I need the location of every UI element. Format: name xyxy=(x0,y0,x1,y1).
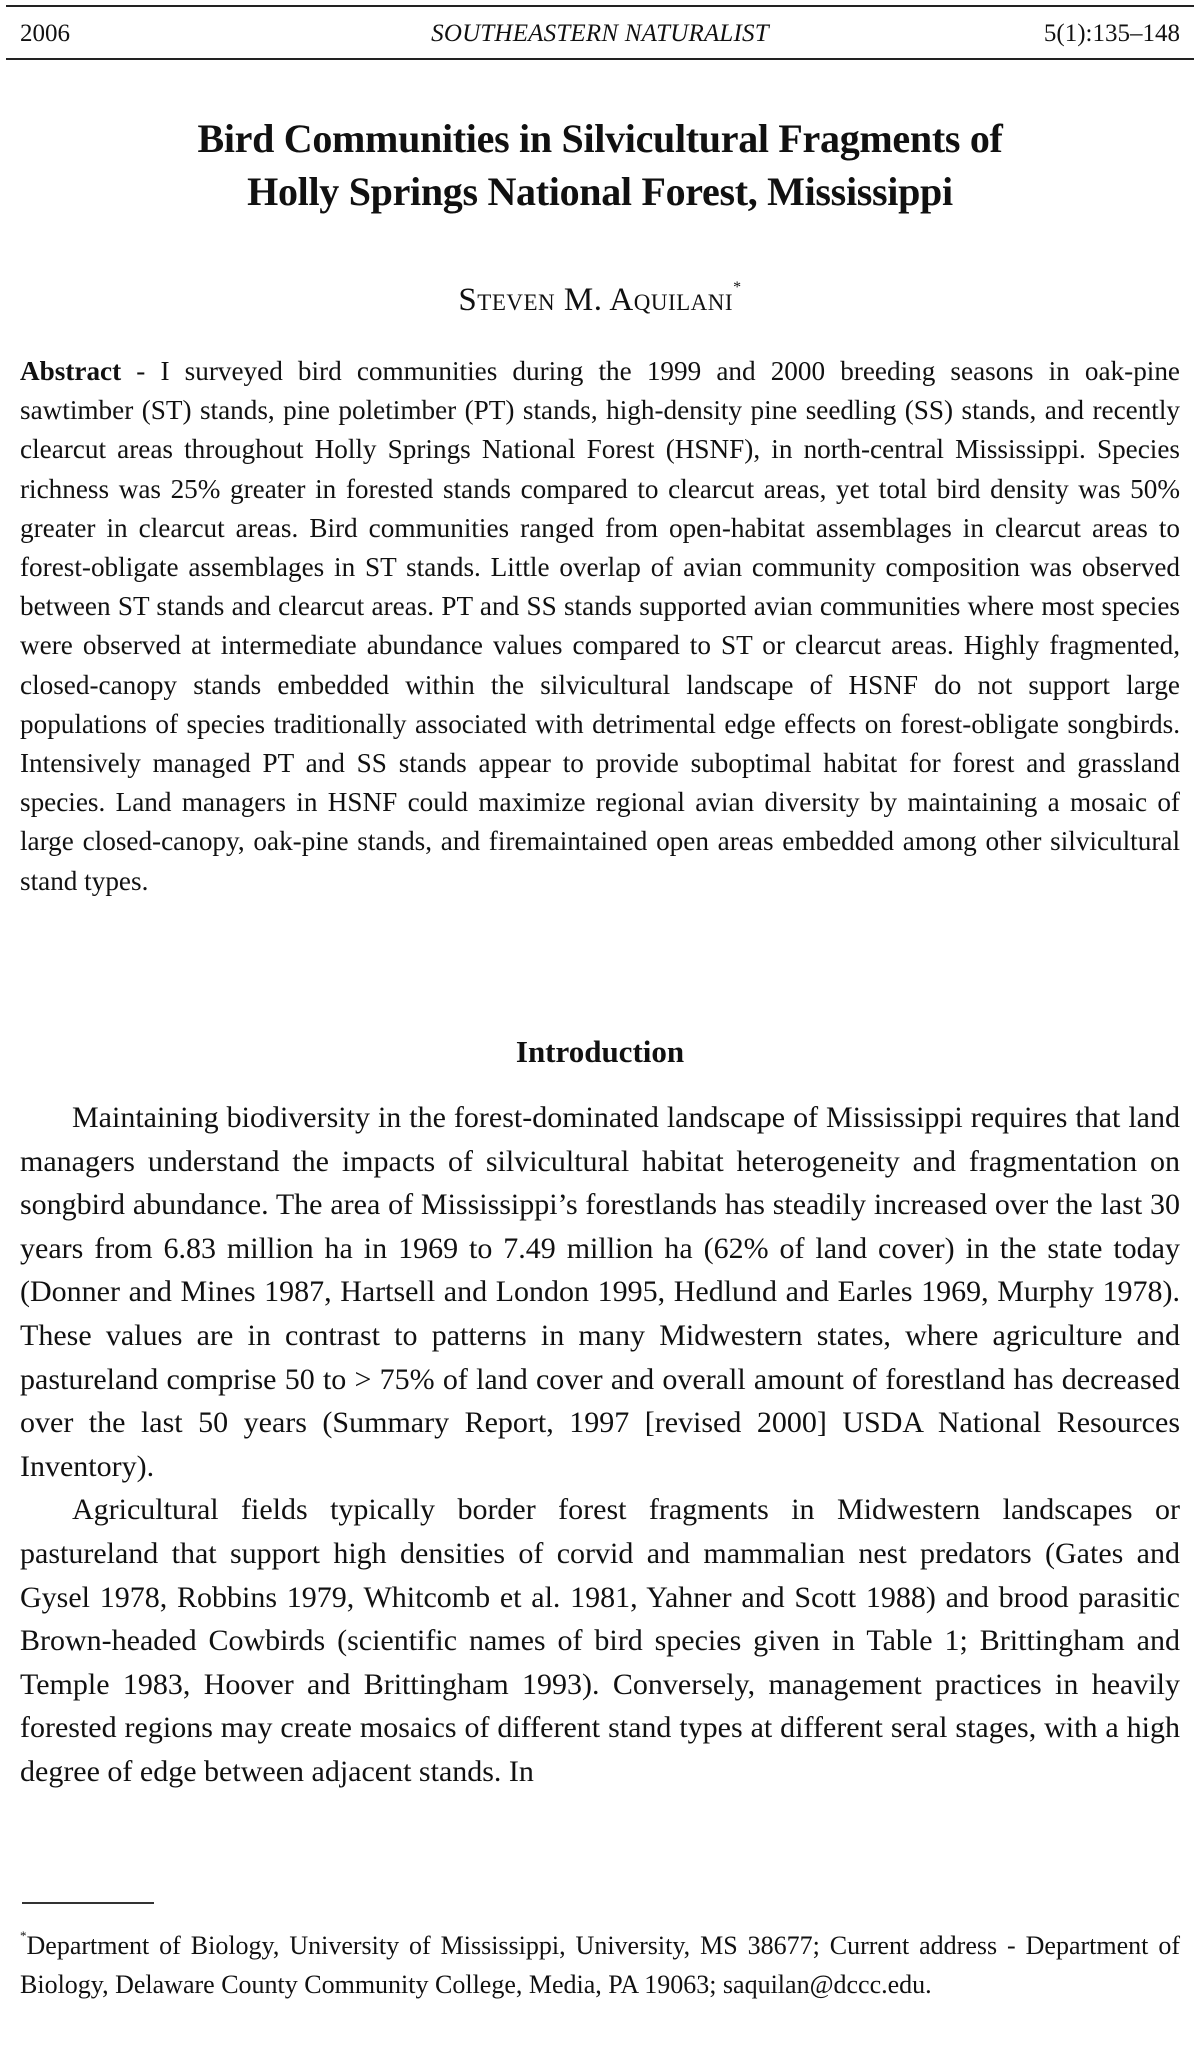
abstract-label: Abstract xyxy=(20,356,122,386)
article-title xyxy=(20,112,1180,218)
author-name: Steven M. Aquilani xyxy=(458,282,734,318)
abstract-text: - I surveyed bird communities during the 1999 and 2000 breeding seasons in oak-pine sawtimber (ST) stands, pine poletimber (PT) stands, high-density pine seedling (SS) stands, and recently clearcut areas throughout Holly Springs National Forest (HSNF), in north-central Mississippi. Species richness was 25% greater in forested stands compared to clearcut areas, yet total bird density was 50% greater in clearcut areas. Bird communities ranged from open-habitat assemblages in clearcut areas to forest-obligate assemblages in ST stands. Little overlap of avian community composition was observed between ST stands and clearcut areas. PT and SS stands supported avian communities where most species were observed at intermediate abundance values compared to ST or clearcut areas. Highly fragmented, closed-canopy stands embedded within the silvicultural landscape of HSNF do not support large populations of species traditionally associated with detrimental edge effects on forest-obligate songbirds. Intensively managed PT and SS stands appear to provide suboptimal habitat for forest and grassland species. Land managers in HSNF could maximize regional avian diversity by maintaining a mosaic of large closed-canopy, oak-pine stands, and firemaintained open areas embedded among other silvicultural stand types. xyxy=(20,356,1180,896)
introduction-body xyxy=(20,1096,1180,1794)
footnote-mark: * xyxy=(20,1928,27,1943)
abstract xyxy=(20,352,1180,901)
running-head xyxy=(20,14,1180,54)
introduction-paragraph-1: Maintaining biodiversity in the forest-dominated landscape of Mississippi requires that land managers understand the impacts of silvicultural habitat heterogeneity and fragmentation on songbird abundance. The area of Mississippi’s forestlands has steadily increased over the last 30 years from 6.83 million ha in 1969 to 7.49 million ha (62% of land cover) in the state today (Donner and Mines 1987, Hartsell and London 1995, Hedlund and Earles 1969, Murphy 1978). These values are in contrast to patterns in many Midwestern states, where agriculture and pastureland comprise 50 to > 75% of land cover and overall amount of forestland has decreased over the last 50 years (Summary Report, 1997 [revised 2000] USDA National Resources Inventory). xyxy=(20,1101,1180,1483)
running-head-year: 2006 xyxy=(20,20,70,47)
title-line-2: Holly Springs National Forest, Mississippi xyxy=(247,169,953,214)
author-footnote xyxy=(20,1916,1180,2004)
running-head-journal: SOUTHEASTERN NATURALIST xyxy=(431,20,769,47)
header-top-rule xyxy=(6,5,1194,7)
footnote-text: Department of Biology, University of Mississippi, University, MS 38677; Current address - Department of Biology, Delaware County Community College, Media, PA 19063; saquilan@dccc.edu. xyxy=(20,1931,1180,1999)
title-line-1: Bird Communities in Silvicultural Fragments of xyxy=(197,116,1003,161)
section-heading-introduction: Introduction xyxy=(515,1034,685,1069)
header-bottom-rule xyxy=(6,58,1194,60)
footnote-rule xyxy=(22,1902,154,1904)
introduction-paragraph-2: Agricultural fields typically border forest fragments in Midwestern landscapes or pastureland that support high densities of corvid and mammalian nest predators (Gates and Gysel 1978, Robbins 1979, Whitcomb et al. 1981, Yahner and Scott 1988) and brood parasitic Brown-headed Cowbirds (scientific names of bird species given in Table 1; Brittingham and Temple 1983, Hoover and Brittingham 1993). Conversely, management practices in heavily forested regions may create mosaics of different stand types at different seral stages, with a high degree of edge between adjacent stands. In xyxy=(20,1493,1180,1788)
author-byline xyxy=(20,268,1180,320)
running-head-volume-pages: 5(1):135–148 xyxy=(1043,20,1180,47)
author-footnote-mark: * xyxy=(733,279,742,296)
